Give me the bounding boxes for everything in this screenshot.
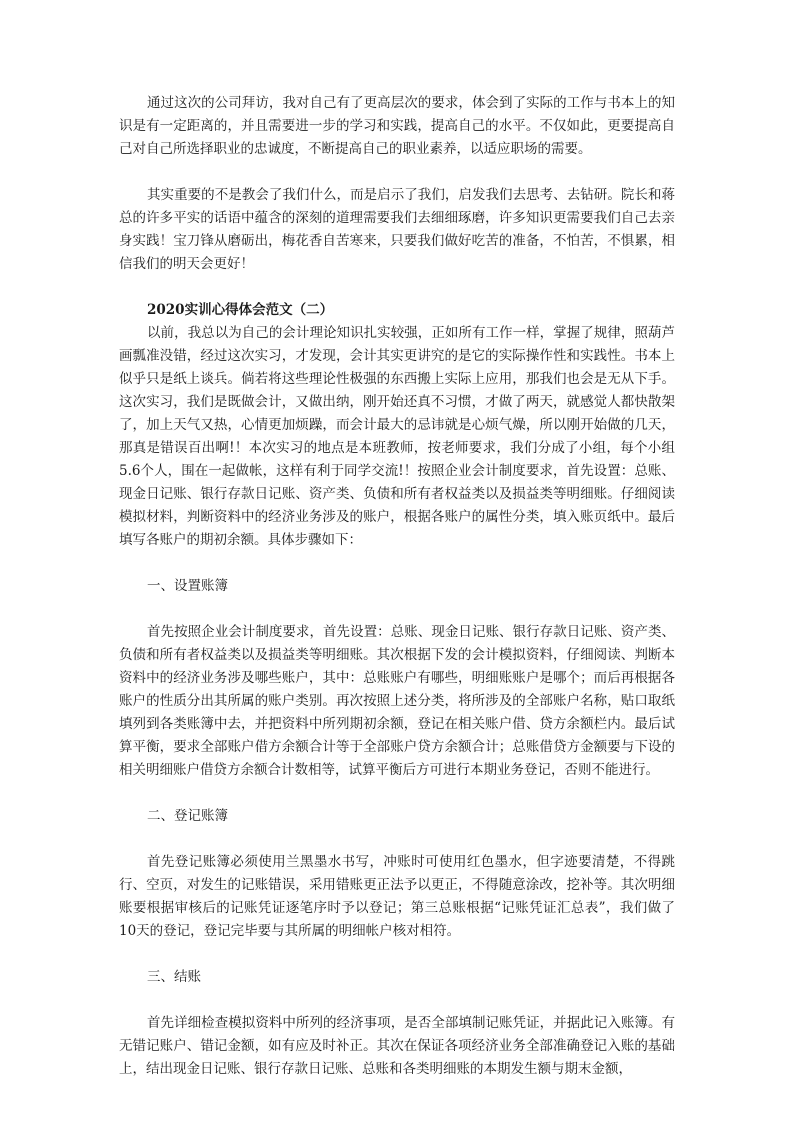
section-body-register: 首先登记账簿必须使用兰黑墨水书写，冲账时可使用红色墨水，但字迹要清楚，不得跳行、空页，对发生的记账错误，采用错账更正法予以更正，不得随意涂改，挖补等。其次明细账要根据审核后的记账凭证逐笔序时予以登记；第三总账根据“记账凭证汇总表”，我们做了10天的登记，登记完毕要与其所属的明细帐户核对相符。 — [119, 854, 675, 939]
section-body-closing: 首先详细检查模拟资料中所列的经济事项，是否全部填制记账凭证，并据此记入账簿。有无错记账户、错记金额，如有应及时补正。其次在保证各项经济业务全部准确登记入账的基础上，结出现金日记账、银行存款日记账、总账和各类明细账的本期发生额与期末金额， — [119, 1015, 675, 1077]
section-title-closing: 三、结账 — [147, 969, 201, 985]
section-title-register: 二、登记账簿 — [147, 808, 228, 824]
article-heading: 2020实训心得体会范文（二） — [147, 302, 334, 318]
paragraph-company-visit: 通过这次的公司拜访，我对自己有了更高层次的要求，体会到了实际的工作与书本上的知识是有一定距离的，并且需要进一步的学习和实践，提高自己的水平。不仅如此，更要提高自己对自己所选择职业的忠诚度，不断提高自己的职业素养，以适应职场的需要。 — [119, 95, 675, 157]
document-page — [119, 92, 675, 1081]
section-body-setup: 首先按照企业会计制度要求，首先设置：总账、现金日记账、银行存款日记账、资产类、负债和所有者权益类以及损益类等明细账。其次根据下发的会计模拟资料，仔细阅读、判断本资料中的经济业务涉及哪些账户，其中：总账账户有哪些，明细账账户是哪个；而后再根据各账户的性质分出其所属的账户类别。再次按照上述分类，将所涉及的全部账户名称，贴口取纸填列到各类账簿中去，并把资料中所列期初余额，登记在相关账户借、贷方余额栏内。最后试算平衡，要求全部账户借方余额合计等于全部账户贷方余额合计；总账借贷方金额要与下设的相关明细账户借贷方余额合计数相等，试算平衡后方可进行本期业务登记，否则不能进行。 — [119, 624, 675, 778]
paragraph-inspiration: 其实重要的不是教会了我们什么，而是启示了我们，启发我们去思考、去钻研。院长和蒋总的许多平实的话语中蕴含的深刻的道理需要我们去细细琢磨，许多知识更需要我们自己去亲身实践！宝刀锋从磨砺出，梅花香自苦寒来，只要我们做好吃苦的准备，不怕苦，不惧累，相信我们的明天会更好！ — [119, 187, 675, 272]
paragraph-intro: 以前，我总以为自己的会计理论知识扎实较强，正如所有工作一样，掌握了规律，照葫芦画瓢准没错，经过这次实习，才发现，会计其实更讲究的是它的实际操作性和实践性。书本上似乎只是纸上谈兵。倘若将这些理论性极强的东西搬上实际上应用，那我们也会是无从下手。这次实习，我们是既做会计，又做出纳，刚开始还真不习惯，才做了两天，就感觉人都快散架了，加上天气又热，心情更加烦躁，而会计最大的忌讳就是心烦气燥，所以刚开始做的几天，那真是错误百出啊!！本次实习的地点是本班教师，按老师要求，我们分成了小组，每个小组5.6个人，围在一起做帐，这样有利于同学交流!！按照企业会计制度要求，首先设置：总账、现金日记账、银行存款日记账、资产类、负债和所有者权益类以及损益类等明细账。仔细阅读模拟材料，判断资料中的经济业务涉及的账户，根据各账户的属性分类，填入账页纸中。最后填写各账户的期初余额。具体步骤如下： — [119, 325, 675, 548]
section-title-setup: 一、设置账簿 — [147, 578, 228, 594]
